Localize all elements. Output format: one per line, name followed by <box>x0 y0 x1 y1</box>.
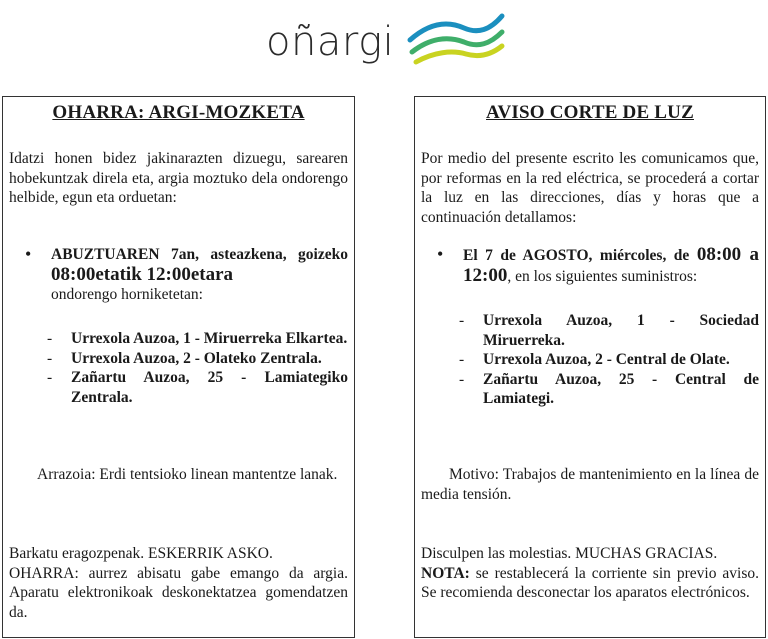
closing-text <box>9 544 348 622</box>
list-item: - Zañartu Auzoa, 25 - Central de Lamiategi. <box>459 370 759 407</box>
outage-date: ABUZTUAREN 7an, asteazkena, goizeko <box>51 246 348 263</box>
intro-text: Por medio del presente escrito les comunicamos que, por reformas en la red eléctrica, se procederá a cortar la luz en las direcciones, días y horas que a continuación detallamos: <box>421 150 759 226</box>
closing-note <box>421 564 759 603</box>
onargi-logo <box>266 8 516 70</box>
outage-time: 08:00 a 12:00 <box>463 244 760 286</box>
list-item: - Urrexola Auzoa, 1 - Sociedad Miruerreka. <box>459 312 759 349</box>
logo-text: oñargi <box>266 19 395 65</box>
outage-date-bullet <box>421 245 759 286</box>
notice-panel-basque <box>2 96 355 638</box>
outage-time: 08:00etatik 12:00etara <box>51 263 234 285</box>
wave-logo-icon <box>406 10 506 68</box>
note-text: se restablecerá la corriente sin previo aviso. Se recomienda desconectar los aparatos electrónicos. <box>421 564 759 601</box>
intro-text: Idatzi honen bidez jakinarazten dizuegu, sarearen hobekuntzak direla eta, argia moztuko dela ondorengo helbide, egun eta orduetan: <box>9 150 348 206</box>
list-item: - Zañartu Auzoa, 25 - Lamiategiko Zentrala. <box>47 369 348 406</box>
outage-date-bullet <box>9 245 348 305</box>
bullet-icon: • <box>437 244 444 264</box>
panel-title: OHARRA: ARGI-MOZKETA <box>52 102 305 123</box>
list-item: - Urrexola Auzoa, 2 - Central de Olate. <box>459 351 730 368</box>
address-list <box>421 311 759 409</box>
closing-thanks: Disculpen las molestias. MUCHAS GRACIAS. <box>421 545 718 562</box>
address-list <box>9 329 348 407</box>
closing-thanks: Barkatu eragozpenak. ESKERRIK ASKO. <box>9 545 273 562</box>
reason-text: Arrazoia: Erdi tentsioko linean mantentze lanak. <box>37 466 338 483</box>
bullet-icon: • <box>25 244 32 264</box>
notice-panel-spanish <box>414 96 766 638</box>
outage-rest: , en los siguientes suministros: <box>507 267 698 285</box>
outage-date: El 7 de AGOSTO, miércoles, de <box>463 247 690 264</box>
note-label: NOTA: <box>421 564 470 582</box>
panel-title: AVISO CORTE DE LUZ <box>486 102 694 123</box>
outage-rest: ondorengo horniketetan: <box>51 286 203 303</box>
reason-text: Motivo: Trabajos de mantenimiento en la línea de media tensión. <box>421 466 759 503</box>
closing-text <box>421 544 759 603</box>
list-item: - Urrexola Auzoa, 2 - Olateko Zentrala. <box>47 349 322 367</box>
list-item: - Urrexola Auzoa, 1 - Miruerreka Elkartea. <box>47 330 348 347</box>
closing-note: OHARRA: aurrez abisatu gabe emango da argia. Aparatu elektronikoak deskonektatzea gomendatzen da. <box>9 564 348 621</box>
